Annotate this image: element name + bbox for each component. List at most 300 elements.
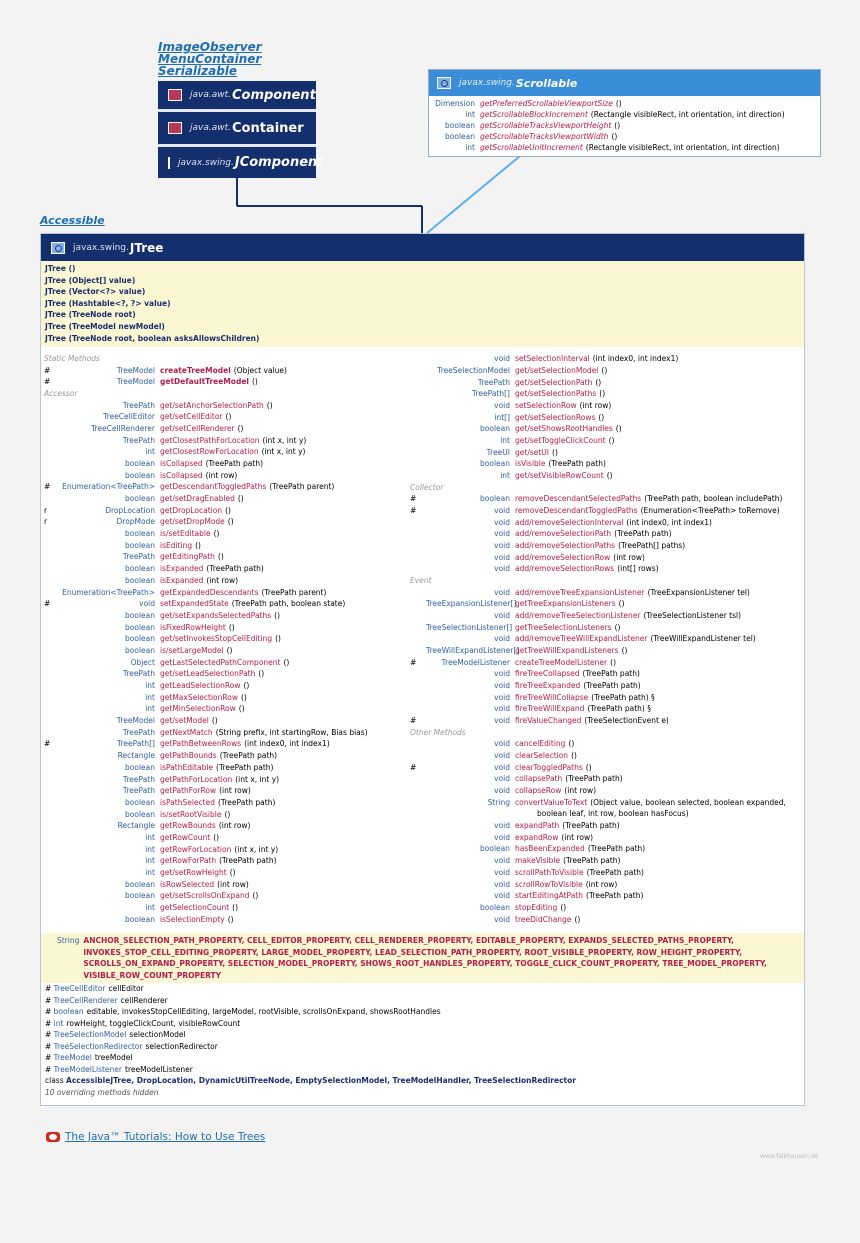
right-method-column xyxy=(407,353,803,925)
method-name: isCollapsed xyxy=(160,458,203,468)
modifier-marker xyxy=(41,785,60,797)
method-return-type: void xyxy=(494,832,510,842)
modifier-marker xyxy=(407,470,426,482)
method-row[interactable] xyxy=(407,353,803,365)
method-row[interactable] xyxy=(407,493,803,505)
field-row xyxy=(45,1052,800,1064)
scrollable-method-row[interactable] xyxy=(429,109,820,120)
field-marker: # xyxy=(45,1018,54,1028)
method-name: add/removeSelectionPaths xyxy=(515,540,616,550)
method-return-type: void xyxy=(494,704,510,714)
method-params: () xyxy=(606,471,613,481)
method-return-type: void xyxy=(494,610,510,620)
method-row[interactable] xyxy=(41,598,407,610)
method-row[interactable] xyxy=(41,563,407,575)
method-row[interactable] xyxy=(41,762,407,774)
method-params: () xyxy=(585,762,592,772)
interface-link-menucontainer[interactable]: MenuContainer xyxy=(158,52,262,66)
field-marker: # xyxy=(45,1053,54,1063)
constructor-row[interactable]: JTree (Vector<?> value) xyxy=(45,287,146,297)
modifier-marker: # xyxy=(410,657,417,667)
method-row[interactable] xyxy=(41,879,407,891)
method-return-type: int xyxy=(145,681,155,691)
method-params: () xyxy=(571,750,577,760)
method-params: (int row) xyxy=(205,470,238,480)
method-row[interactable] xyxy=(407,808,803,820)
method-row[interactable] xyxy=(407,645,803,657)
method-row[interactable] xyxy=(407,657,803,669)
modifier-marker xyxy=(41,645,60,657)
method-name: getMinSelectionRow xyxy=(160,704,236,714)
method-row[interactable] xyxy=(41,820,407,832)
method-row[interactable] xyxy=(41,458,407,470)
constructor-row[interactable]: JTree () xyxy=(45,264,76,273)
modifier-marker xyxy=(407,692,426,704)
method-name: getSelectionCount xyxy=(160,903,230,913)
method-row[interactable] xyxy=(407,622,803,634)
class-icon xyxy=(168,89,182,101)
class-icon xyxy=(51,242,65,254)
hierarchy-component[interactable] xyxy=(158,81,316,112)
method-params: (TreePath path) xyxy=(587,844,646,854)
method-row[interactable] xyxy=(407,680,803,692)
method-row[interactable] xyxy=(407,914,803,926)
method-row[interactable] xyxy=(41,797,407,809)
method-row[interactable] xyxy=(407,820,803,832)
method-name: get/setShowsRootHandles xyxy=(515,424,613,434)
method-return-type: boolean xyxy=(125,470,155,480)
modifier-marker xyxy=(407,563,426,575)
method-row[interactable] xyxy=(407,715,803,727)
method-row[interactable] xyxy=(407,388,803,400)
method-name: isVisible xyxy=(515,459,546,469)
field-names: selectionRedirector xyxy=(145,1041,218,1051)
method-row[interactable] xyxy=(407,692,803,704)
method-row[interactable] xyxy=(407,785,803,797)
modifier-marker xyxy=(407,680,426,692)
method-params: (int[] rows) xyxy=(617,564,659,574)
method-row[interactable] xyxy=(407,563,803,575)
method-return-type: Dimension xyxy=(435,99,475,108)
method-params: () xyxy=(238,704,245,714)
modifier-marker xyxy=(407,447,426,459)
method-row[interactable] xyxy=(407,703,803,715)
method-name: treeDidChange xyxy=(515,914,572,924)
method-name: getScrollableUnitIncrement xyxy=(480,143,583,152)
method-name: getLeadSelectionRow xyxy=(160,681,241,691)
method-row[interactable] xyxy=(41,738,407,750)
method-row[interactable] xyxy=(41,365,407,377)
interface-link-imageobserver[interactable]: ImageObserver xyxy=(158,40,262,54)
method-name: getScrollableBlockIncrement xyxy=(480,110,588,119)
field-marker: # xyxy=(45,984,54,994)
modifier-marker xyxy=(41,914,60,926)
modifier-marker xyxy=(407,668,426,680)
method-row[interactable] xyxy=(41,587,407,599)
modifier-marker: # xyxy=(410,762,417,772)
method-row[interactable] xyxy=(407,750,803,762)
method-name: getTreeWillExpandListeners xyxy=(515,645,619,655)
method-params: () xyxy=(227,914,234,924)
left-method-column xyxy=(41,353,407,925)
method-row[interactable] xyxy=(407,412,803,424)
method-params: (int x, int y) xyxy=(235,774,280,784)
modifier-marker xyxy=(41,528,60,540)
method-params: (TreePath path) xyxy=(205,458,264,468)
scrollable-header[interactable] xyxy=(429,70,820,96)
method-name: add/removeSelectionPath xyxy=(515,529,612,539)
tutorial-link-text[interactable]: The Java™ Tutorials: How to Use Trees xyxy=(65,1131,266,1143)
method-row[interactable] xyxy=(41,774,407,786)
method-row[interactable] xyxy=(407,505,803,517)
method-params: (int row) xyxy=(218,821,251,831)
nested-classes xyxy=(41,1075,804,1087)
method-row[interactable] xyxy=(41,727,407,739)
modifier-marker xyxy=(407,645,426,657)
method-params: (TreePath path) xyxy=(562,821,620,831)
method-row[interactable] xyxy=(41,528,407,540)
method-row[interactable] xyxy=(41,400,407,412)
method-return-type: int xyxy=(500,471,510,481)
method-row[interactable] xyxy=(407,552,803,564)
method-row[interactable] xyxy=(41,493,407,505)
jtree-header[interactable] xyxy=(41,234,804,261)
method-row[interactable] xyxy=(407,377,803,389)
method-row[interactable] xyxy=(41,715,407,727)
method-params: (TreeSelectionListener tsl) xyxy=(643,610,742,620)
method-row[interactable] xyxy=(41,505,407,517)
method-name: get/setScrollsOnExpand xyxy=(160,891,250,901)
field-row xyxy=(45,1029,800,1041)
method-params: (int x, int y) xyxy=(262,435,307,445)
method-name: get/setSelectionPaths xyxy=(515,389,597,399)
scrollable-method-row[interactable] xyxy=(429,131,820,142)
modifier-marker xyxy=(41,832,60,844)
method-name: get/setRowHeight xyxy=(160,868,227,878)
method-params: () xyxy=(251,377,258,387)
method-row[interactable] xyxy=(41,680,407,692)
method-row[interactable] xyxy=(407,797,803,809)
method-return-type: void xyxy=(494,891,510,901)
method-row[interactable] xyxy=(41,423,407,435)
modifier-marker xyxy=(41,657,60,669)
method-name: expandPath xyxy=(515,821,560,831)
method-row[interactable] xyxy=(41,610,407,622)
method-row[interactable] xyxy=(41,481,407,493)
scrollable-method-row[interactable] xyxy=(429,142,820,153)
method-name: getScrollableTracksViewportHeight xyxy=(480,121,612,130)
modifier-marker xyxy=(407,517,426,529)
hierarchy-jcomponent[interactable] xyxy=(158,147,324,178)
method-row[interactable] xyxy=(407,832,803,844)
method-row[interactable] xyxy=(41,692,407,704)
method-row[interactable] xyxy=(407,458,803,470)
method-row[interactable] xyxy=(407,423,803,435)
method-name: get/setDragEnabled xyxy=(160,494,235,504)
method-row[interactable] xyxy=(41,516,407,528)
method-name: get/setSelectionRows xyxy=(515,412,596,422)
method-return-type: Rectangle xyxy=(117,751,155,761)
method-return-type: boolean xyxy=(480,459,510,469)
nested-class-names[interactable]: AccessibleJTree, DropLocation, DynamicUtilTreeNode, EmptySelectionModel, TreeModelHandler, TreeSelectionRedirector xyxy=(66,1076,576,1086)
method-return-type: TreeModelListener xyxy=(441,657,510,667)
method-name: isSelectionEmpty xyxy=(160,914,225,924)
scrollable-method-row[interactable] xyxy=(429,98,820,109)
field-marker: # xyxy=(45,1064,54,1074)
modifier-marker: # xyxy=(44,482,51,492)
method-return-type: boolean xyxy=(445,121,475,130)
method-return-type: void xyxy=(494,867,510,877)
method-row[interactable] xyxy=(407,773,803,785)
method-name: get/setUI xyxy=(515,447,550,457)
scrollable-method-row[interactable] xyxy=(429,120,820,131)
modifier-marker xyxy=(407,388,426,400)
method-row[interactable] xyxy=(407,540,803,552)
method-return-type: boolean xyxy=(480,902,510,912)
method-params: () xyxy=(283,657,290,667)
method-name: get/setAnchorSelectionPath xyxy=(160,400,264,410)
method-row[interactable] xyxy=(407,668,803,680)
jcomponent-icon xyxy=(168,157,170,169)
method-row[interactable] xyxy=(407,633,803,645)
hierarchy-container[interactable] xyxy=(158,112,316,147)
method-params: () xyxy=(226,645,233,655)
method-row[interactable] xyxy=(41,645,407,657)
modifier-marker xyxy=(407,540,426,552)
method-row[interactable] xyxy=(41,914,407,926)
method-row[interactable] xyxy=(407,365,803,377)
method-row[interactable] xyxy=(407,843,803,855)
method-row[interactable] xyxy=(407,598,803,610)
method-row[interactable] xyxy=(41,411,407,423)
method-name: fireValueChanged xyxy=(515,716,582,726)
method-name: getRowForLocation xyxy=(160,844,232,854)
section-heading: Static Methods xyxy=(44,354,100,364)
method-params: (TreePath path) xyxy=(219,751,278,761)
method-name: isExpanded xyxy=(160,575,204,585)
method-name: getDefaultTreeModel xyxy=(160,377,249,387)
method-params: () xyxy=(618,599,625,609)
method-columns xyxy=(41,353,804,925)
modifier-marker xyxy=(41,774,60,786)
method-row[interactable] xyxy=(407,435,803,447)
method-row[interactable] xyxy=(41,575,407,587)
method-name: expandRow xyxy=(515,832,559,842)
method-params: (int row) xyxy=(219,786,251,796)
method-name: getDescendantToggledPaths xyxy=(160,482,267,492)
modifier-marker xyxy=(407,843,426,855)
field-names: selectionModel xyxy=(129,1030,186,1040)
method-params: () xyxy=(229,868,236,878)
method-params: () xyxy=(232,903,239,913)
method-params: (TreePath path) xyxy=(582,669,640,679)
method-row[interactable] xyxy=(41,668,407,680)
method-row[interactable] xyxy=(41,703,407,715)
field-type: TreeSelectionModel xyxy=(53,1030,127,1040)
modifier-marker xyxy=(41,867,60,879)
modifier-marker xyxy=(41,762,60,774)
method-params: (TreePath path) § xyxy=(587,704,651,714)
method-name: getRowForPath xyxy=(160,856,217,866)
modifier-marker xyxy=(41,890,60,902)
method-row[interactable] xyxy=(407,867,803,879)
method-return-type: TreeUI xyxy=(486,447,510,457)
method-return-type: void xyxy=(139,599,155,609)
method-row[interactable] xyxy=(41,785,407,797)
modifier-marker: r xyxy=(44,517,48,527)
method-name: collapsePath xyxy=(515,774,563,784)
method-return-type: boolean xyxy=(125,622,155,632)
method-return-type: void xyxy=(494,786,510,796)
constructor-row[interactable]: JTree (TreeModel newModel) xyxy=(45,321,165,331)
constructor-row[interactable]: JTree (Object[] value) xyxy=(45,275,136,285)
method-name: removeDescendantSelectedPaths xyxy=(515,494,642,504)
tutorial-link[interactable] xyxy=(46,1131,265,1143)
method-row[interactable] xyxy=(41,657,407,669)
method-row[interactable] xyxy=(407,447,803,459)
method-row[interactable] xyxy=(407,528,803,540)
method-return-type: TreePath xyxy=(122,435,155,445)
method-return-type: boolean xyxy=(125,634,155,644)
modifier-marker xyxy=(407,353,426,365)
method-row[interactable] xyxy=(41,750,407,762)
method-row[interactable] xyxy=(41,470,407,482)
method-row[interactable] xyxy=(41,844,407,856)
method-row[interactable] xyxy=(41,435,407,447)
method-name: get/setSelectionPath xyxy=(515,377,593,387)
method-row[interactable] xyxy=(41,551,407,563)
method-row[interactable] xyxy=(407,902,803,914)
class-name: Container xyxy=(231,120,304,136)
method-return-type: String xyxy=(487,797,510,807)
method-params: () xyxy=(237,494,244,504)
method-params: () xyxy=(228,622,235,632)
method-name: clearSelection xyxy=(515,750,569,760)
field-marker: # xyxy=(45,995,54,1005)
method-name: getPreferredScrollableViewportSize xyxy=(480,99,613,108)
method-name: getDropLocation xyxy=(160,505,223,515)
method-params: (TreePath path, boolean includePath) xyxy=(644,494,783,504)
method-return-type: int xyxy=(145,704,155,714)
method-row[interactable] xyxy=(41,809,407,821)
method-return-type: boolean xyxy=(125,529,155,539)
method-params: (int row) xyxy=(206,575,239,585)
method-params: (TreePath path) xyxy=(565,774,623,784)
method-row[interactable] xyxy=(407,470,803,482)
method-row[interactable] xyxy=(41,832,407,844)
method-params: (TreePath path) § xyxy=(591,692,655,702)
method-row[interactable] xyxy=(407,879,803,891)
method-return-type: void xyxy=(494,750,510,760)
modifier-marker xyxy=(407,808,426,820)
method-return-type: void xyxy=(494,634,510,644)
method-return-type: Object xyxy=(130,657,155,667)
method-params: (TreePath path, boolean state) xyxy=(231,599,346,609)
method-row[interactable] xyxy=(407,855,803,867)
method-name: add/removeTreeWillExpandListener xyxy=(515,634,648,644)
field-row xyxy=(45,1006,800,1018)
method-return-type: TreePath[] xyxy=(472,389,510,399)
method-return-type: boolean xyxy=(125,879,155,889)
accessible-link[interactable]: Accessible xyxy=(40,214,105,227)
method-name: isExpanded xyxy=(160,564,204,574)
section-heading: Collector xyxy=(410,482,444,492)
method-name: add/removeTreeSelectionListener xyxy=(515,610,641,620)
method-return-type: void xyxy=(494,692,510,702)
method-row[interactable] xyxy=(407,610,803,622)
method-row[interactable] xyxy=(41,446,407,458)
modifier-marker xyxy=(407,902,426,914)
method-row[interactable] xyxy=(407,517,803,529)
method-return-type: TreePath xyxy=(122,669,155,679)
method-return-type: TreeModel xyxy=(116,377,155,387)
section-heading: Other Methods xyxy=(410,727,466,737)
method-params: (int row) xyxy=(613,552,645,562)
method-row[interactable] xyxy=(41,902,407,914)
method-name: get/setExpandsSelectedPaths xyxy=(160,610,272,620)
method-row[interactable] xyxy=(41,376,407,388)
field-marker: # xyxy=(45,1041,54,1051)
method-params: () xyxy=(225,412,232,422)
method-row[interactable] xyxy=(407,762,803,774)
method-name: setExpandedState xyxy=(160,599,229,609)
method-row[interactable] xyxy=(41,622,407,634)
method-return-type: boolean xyxy=(125,575,155,585)
method-row[interactable] xyxy=(41,855,407,867)
method-return-type: void xyxy=(494,856,510,866)
method-row[interactable] xyxy=(41,633,407,645)
constructor-row[interactable]: JTree (TreeNode root) xyxy=(45,310,136,320)
modifier-marker xyxy=(41,727,60,739)
field-type: TreeCellRenderer xyxy=(53,995,118,1005)
interface-link-serializable[interactable]: Serializable xyxy=(158,64,238,78)
method-params: () xyxy=(258,669,265,679)
method-return-type: TreePath xyxy=(122,400,155,410)
constructor-row[interactable]: JTree (TreeNode root, boolean asksAllowsChildren) xyxy=(45,333,260,343)
method-params: () xyxy=(598,412,605,422)
method-return-type: boolean xyxy=(125,645,155,655)
interface-icon xyxy=(437,77,451,89)
field-type: TreeCellEditor xyxy=(53,984,106,994)
method-name: add/removeSelectionRows xyxy=(515,564,615,574)
method-row[interactable] xyxy=(407,587,803,599)
method-return-type: TreePath xyxy=(122,727,155,737)
method-params: (int index0, int index1) xyxy=(592,354,679,364)
method-params: () xyxy=(225,505,231,515)
method-row[interactable] xyxy=(407,400,803,412)
modifier-marker xyxy=(407,750,426,762)
method-params: () xyxy=(195,540,201,550)
method-params: () xyxy=(240,692,247,702)
method-row[interactable] xyxy=(407,890,803,902)
method-name: getScrollableTracksViewportWidth xyxy=(480,132,609,141)
method-row[interactable] xyxy=(41,890,407,902)
method-return-type: void xyxy=(494,669,510,679)
modifier-marker xyxy=(41,750,60,762)
scrollable-to-jtree-line xyxy=(427,156,520,233)
method-return-type: TreeSelectionModel xyxy=(437,365,510,375)
method-row[interactable] xyxy=(41,540,407,552)
method-params: (TreePath path) xyxy=(219,856,277,866)
method-return-type: TreePath xyxy=(477,377,510,387)
modifier-marker xyxy=(407,400,426,412)
method-params: (TreePath[] paths) xyxy=(618,540,686,550)
method-row[interactable] xyxy=(41,867,407,879)
method-name: get/setInvokesStopCellEditing xyxy=(160,634,273,644)
method-name: fireTreeExpanded xyxy=(515,681,581,691)
constructor-row[interactable]: JTree (Hashtable<?, ?> value) xyxy=(45,298,171,308)
method-row[interactable] xyxy=(407,738,803,750)
